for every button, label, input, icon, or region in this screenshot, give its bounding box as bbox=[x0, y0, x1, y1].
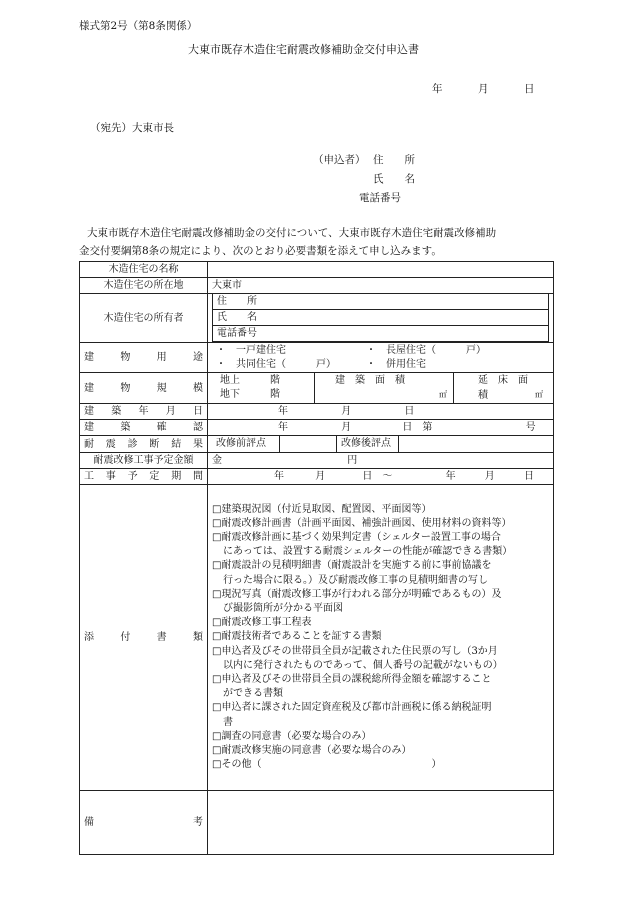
applicant-name-label: 氏 名 bbox=[373, 173, 415, 185]
attachment-item-continued: にあっては、設置する耐震シェルターの性能が確認できる書類） bbox=[223, 546, 513, 558]
building-area-label: 建 築 面 積 bbox=[335, 375, 405, 386]
attachment-item[interactable]: □現況写真（耐震改修工事が行われる部分が明確であるもの）及 bbox=[212, 588, 502, 600]
remarks-field[interactable] bbox=[208, 791, 554, 855]
attachment-item-continued: 書 bbox=[223, 716, 233, 728]
attachment-item[interactable]: □調査の同意書（必要な場合のみ） bbox=[212, 730, 372, 742]
use-option-apartment[interactable]: ・ 共同住宅（ 戸） bbox=[216, 358, 336, 370]
attachments-label: 添付書類 bbox=[80, 485, 208, 791]
date-month: 月 bbox=[478, 83, 489, 95]
form-number: 様式第2号（第8条関係） bbox=[79, 20, 198, 32]
period-end-day: 日 bbox=[523, 471, 534, 482]
after-score-field[interactable] bbox=[399, 436, 549, 452]
date-year: 年 bbox=[432, 83, 443, 95]
floors-above-field[interactable]: 地上 階 bbox=[220, 375, 280, 386]
use-option-row-house[interactable]: ・ 長屋住宅（ 戸） bbox=[366, 344, 486, 356]
build-day: 日 bbox=[404, 406, 415, 417]
attachment-item-continued: 行った場合に限る。）及び耐震改修工事の見積明細書の写し bbox=[223, 574, 488, 586]
use-label: 建物用途 bbox=[80, 343, 208, 373]
owner-label: 木造住宅の所有者 bbox=[80, 294, 208, 343]
confirm-label: 建築確認 bbox=[80, 420, 208, 436]
attachment-item[interactable]: □耐震設計の見積明細書（耐震設計を実施する前に事前協議を bbox=[212, 560, 492, 572]
floors-below-field[interactable]: 地下 階 bbox=[220, 389, 280, 400]
house-name-label: 木造住宅の名称 bbox=[80, 262, 208, 278]
before-score-label: 改修前評点 bbox=[212, 436, 280, 452]
house-location-label: 木造住宅の所在地 bbox=[80, 278, 208, 294]
applicant-address-label: 住 所 bbox=[373, 154, 415, 166]
attachment-item[interactable]: □耐震改修工事工程表 bbox=[212, 617, 312, 629]
floor-area-label: 延 床 面 積 bbox=[478, 375, 538, 401]
attachment-item[interactable]: □その他（ ） bbox=[212, 759, 442, 771]
build-month: 月 bbox=[341, 406, 352, 417]
use-option-mixed[interactable]: ・ 併用住宅 bbox=[366, 358, 426, 370]
period-label: 工事予定期間 bbox=[80, 469, 208, 485]
cost-field[interactable] bbox=[208, 453, 554, 469]
build-date-label: 建築年月日 bbox=[80, 404, 208, 420]
cost-label: 耐震改修工事予定金額 bbox=[80, 453, 208, 469]
diagnosis-label: 耐震診断結果 bbox=[80, 436, 208, 453]
attachment-item[interactable]: □申込者及びその世帯員全員が記載された住民票の写し（3か月 bbox=[212, 645, 498, 657]
attachment-item[interactable]: □耐震改修実施の同意書（必要な場合のみ） bbox=[212, 745, 412, 757]
page-title: 大東市既存木造住宅耐震改修補助金交付申込書 bbox=[188, 43, 419, 56]
attachments-list bbox=[208, 485, 554, 791]
before-score-field[interactable] bbox=[280, 436, 337, 452]
attachment-item-continued: び撮影箇所が分かる平面図 bbox=[223, 602, 343, 614]
intro-line-2: 金交付要綱第8条の規定により、次のとおり必要書類を添えて申し込みます。 bbox=[79, 245, 442, 257]
applicant-prefix: （申込者） bbox=[313, 154, 366, 166]
period-start-day: 日 〜 bbox=[362, 471, 393, 482]
owner-phone-field[interactable]: 電話番号 bbox=[213, 326, 549, 342]
addressee: （宛先）大東市長 bbox=[90, 122, 174, 134]
build-year: 年 bbox=[278, 406, 288, 417]
attachment-item-continued: 以内に発行されたものであって、個人番号の記載がないもの） bbox=[223, 659, 503, 671]
applicant-phone-label: 電話番号 bbox=[359, 192, 401, 204]
floor-area-unit: ㎡ bbox=[535, 390, 543, 399]
owner-address-field[interactable]: 住 所 bbox=[213, 294, 549, 310]
remarks-label: 備考 bbox=[80, 791, 208, 855]
intro-line-1: 大東市既存木造住宅耐震改修補助金の交付について、大東市既存木造住宅耐震改修補助 bbox=[87, 227, 497, 239]
period-start-month: 月 bbox=[315, 471, 326, 482]
use-option-detached[interactable]: ・ 一戸建住宅 bbox=[216, 344, 286, 356]
diagnosis-cell bbox=[208, 436, 554, 453]
application-table bbox=[79, 261, 554, 855]
confirm-year: 年 bbox=[278, 422, 288, 433]
use-cell bbox=[208, 343, 554, 373]
owner-name-field[interactable]: 氏 名 bbox=[213, 310, 549, 326]
period-field[interactable] bbox=[208, 469, 554, 485]
attachment-item[interactable]: □申込者に課された固定資産税及び都市計画税に係る納税証明 bbox=[212, 702, 492, 714]
build-date-field[interactable] bbox=[208, 404, 554, 420]
period-end-year: 年 bbox=[445, 471, 456, 482]
confirm-number-suffix: 号 bbox=[525, 422, 536, 433]
attachment-item[interactable]: □建築現況図（付近見取図、配置図、平面図等） bbox=[212, 503, 432, 515]
confirm-month: 月 bbox=[341, 422, 352, 433]
scale-cell bbox=[208, 373, 554, 404]
period-end-month: 月 bbox=[484, 471, 495, 482]
attachment-item[interactable]: □申込者及びその世帯員全員の課税総所得金額を確認すること bbox=[212, 674, 492, 685]
confirm-day-no: 日 第 bbox=[402, 422, 433, 433]
house-name-field[interactable] bbox=[208, 262, 554, 278]
after-score-label: 改修後評点 bbox=[337, 436, 399, 452]
cost-unit: 円 bbox=[347, 455, 358, 466]
attachment-item[interactable]: □耐震改修計画書（計画平面図、補強計画図、使用材料の資料等） bbox=[212, 517, 512, 529]
attachment-item[interactable]: □耐震改修計画に基づく効果判定書（シェルター設置工事の場合 bbox=[212, 531, 501, 543]
attachment-item-continued: ができる書類 bbox=[223, 688, 283, 700]
confirm-field[interactable] bbox=[208, 420, 554, 436]
building-area-unit: ㎡ bbox=[439, 390, 447, 399]
period-start-year: 年 bbox=[274, 471, 284, 482]
date-day: 日 bbox=[524, 83, 535, 95]
owner-cell bbox=[208, 294, 554, 343]
cost-prefix: 金 bbox=[212, 455, 222, 466]
house-location-field[interactable]: 大東市 bbox=[208, 278, 554, 294]
attachment-item[interactable]: □耐震技術者であることを証する書類 bbox=[212, 631, 382, 643]
scale-label: 建物規模 bbox=[80, 373, 208, 404]
